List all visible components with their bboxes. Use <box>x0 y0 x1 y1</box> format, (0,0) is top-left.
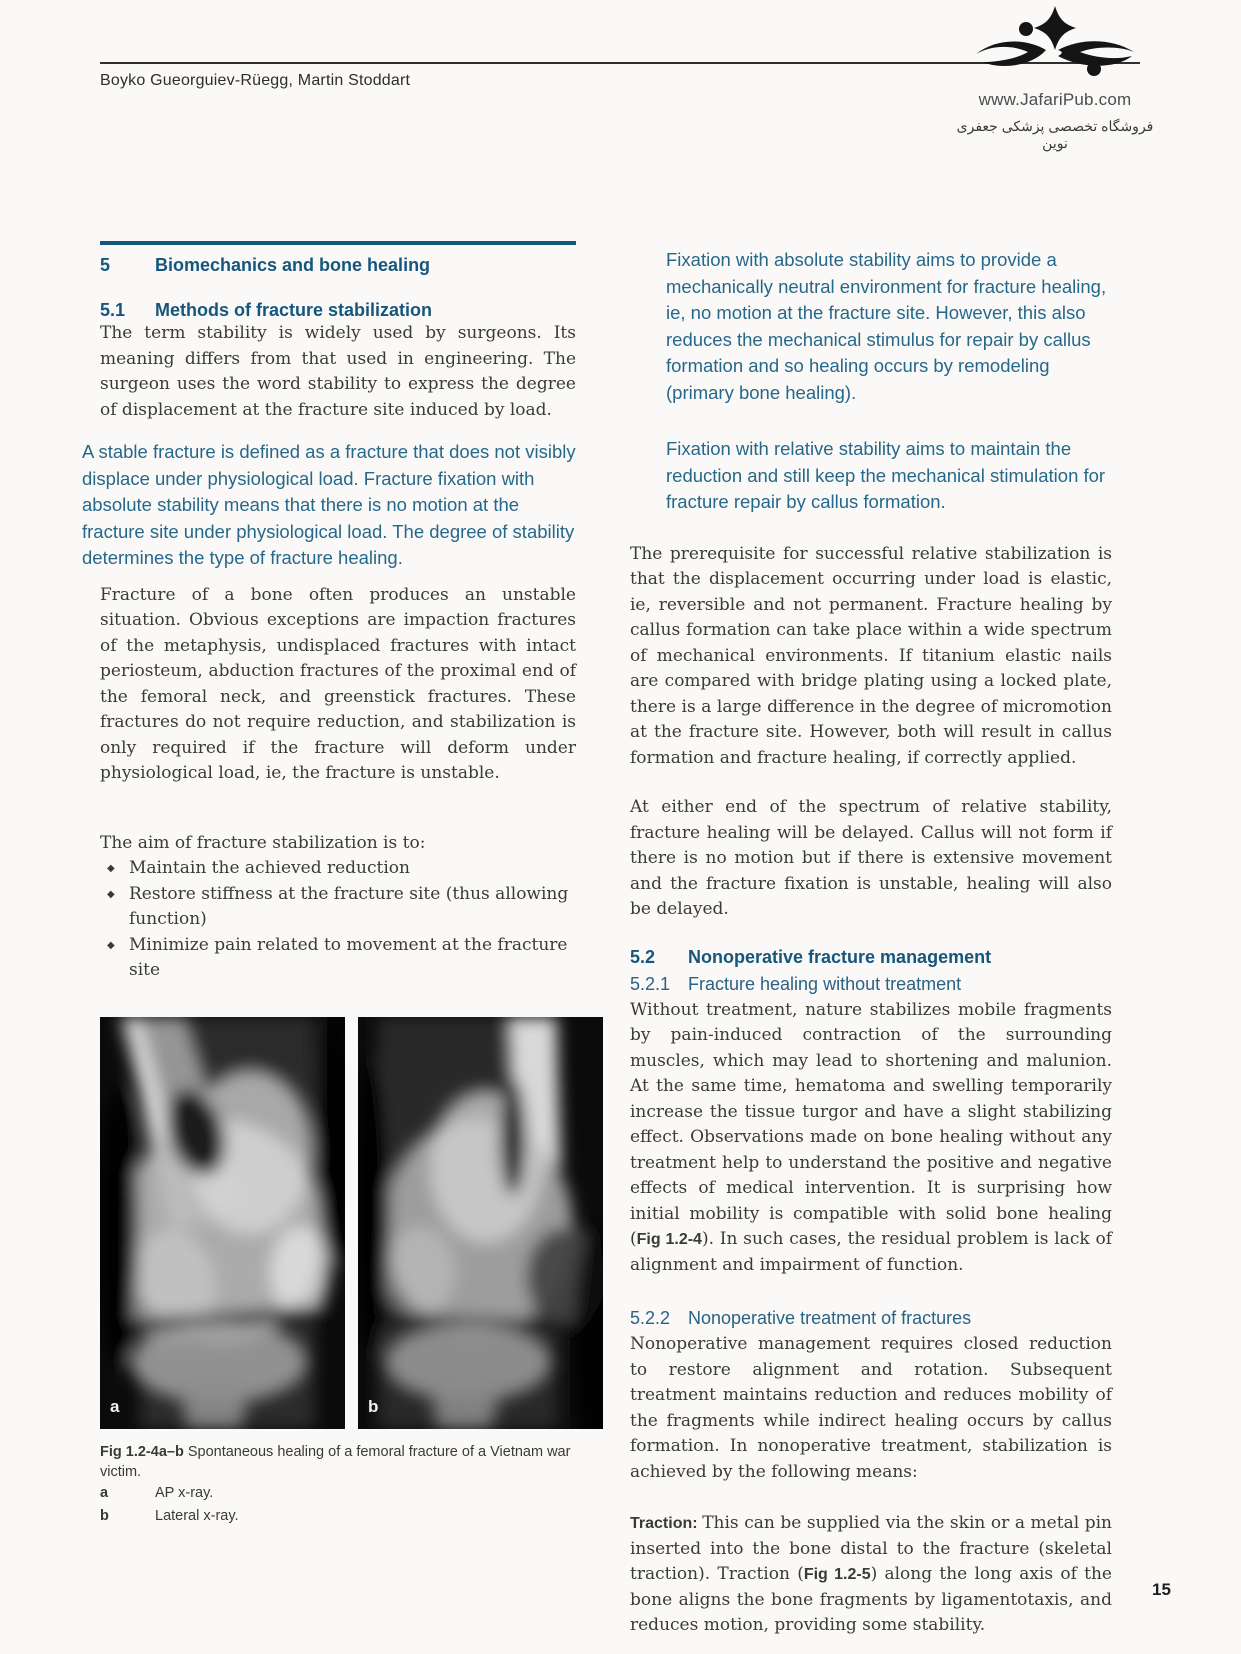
section-number: 5 <box>100 255 111 275</box>
left-column <box>82 241 576 984</box>
subsection-heading-5-1 <box>100 299 576 321</box>
publisher-logo <box>955 6 1155 152</box>
figure-caption: Fig 1.2-4a–b Spontaneous healing of a femoral fracture of a Vietnam war victim. <box>100 1444 571 1480</box>
xray-lateral-illustration <box>358 1017 603 1429</box>
subsection-heading-5-2-1 <box>630 972 1112 996</box>
subsection-number: 5.1 <box>100 300 126 320</box>
paragraph: Without treatment, nature stabilizes mobile fragments by pain-induced contraction of the surrounding muscles, which may lead to shortening and malunion. At the same time, hematoma and swelling temporarily increase the tissue turgor and have a slight stabilizing effect. Observations made on bone healing without any treatment help to understand the positive and negative effects of medical intervention. It is surprising how initial mobility is compatible with solid bone healing (Fig 1.2-4). In such cases, the residual problem is lack of alignment and impairment of function. <box>630 999 1113 1275</box>
subsection-number: 5.2.2 <box>630 1308 671 1328</box>
list-item-text: Restore stiffness at the fracture site (thus allowing function) <box>129 883 569 929</box>
subsection-heading-5-2-2 <box>630 1306 1112 1330</box>
list-item-text: Minimize pain related to movement at the fracture site <box>129 934 568 980</box>
bullet-icon: ◆ <box>107 888 115 900</box>
figure-caption-item-a <box>100 1482 608 1505</box>
pull-quote: A stable fracture is defined as a fracture that does not visibly displace under physiological load. Fracture fixation with absolute stability means that there is no motion at the fracture site under physiological load. The degree of stability determines the type of fracture healing. <box>82 441 576 568</box>
paragraph: Nonoperative management requires closed reduction to restore alignment and rotation. Subsequent treatment maintains reduction and reduces mobility of the fragments while indirect healing occurs by callus formation. In nonoperative treatment, stabilization is achieved by the following means: <box>630 1334 1112 1482</box>
xray-image-a <box>100 1017 345 1429</box>
publisher-tagline-farsi: فروشگاه تخصصی پزشکی جعفری نوین <box>956 118 1154 151</box>
aim-bullet-list <box>100 856 576 984</box>
paragraph: At either end of the spectrum of relative stability, fracture healing will be delayed. Callus will not form if there is no motion but if there is extensive movement and the fracture fixation is unstable, healing will also be delayed. <box>630 797 1112 919</box>
authors-line: Boyko Gueorguiev-Rüegg, Martin Stoddart <box>100 72 411 89</box>
subsection-title: Fracture healing without treatment <box>688 973 962 994</box>
figure-sublabel-a: a <box>110 1397 120 1416</box>
subsection-title: Nonoperative fracture management <box>688 946 992 967</box>
bullet-icon: ◆ <box>107 939 115 951</box>
figure-sublabel-b: b <box>368 1397 379 1416</box>
paragraph: The prerequisite for successful relative stabilization is that the displacement occurring under load is elastic, ie, reversible and not permanent. Fracture healing by callus formation can take place within a wide spectrum of mechanical environments. If titanium elastic nails are compared with bridge plating using a locked plate, there is a large difference in the degree of micromotion at the fracture site. However, both will result in callus formation and fracture healing, if correctly applied. <box>630 543 1112 768</box>
bullet-icon: ◆ <box>107 863 115 874</box>
subsection-number: 5.2 <box>630 946 656 967</box>
figure-1-2-4 <box>100 1017 608 1528</box>
aim-intro: The aim of fracture stabilization is to: <box>100 832 426 853</box>
figure-caption-item-b <box>100 1505 608 1528</box>
list-item <box>100 882 576 933</box>
list-item <box>100 933 576 984</box>
xray-row <box>100 1017 608 1429</box>
subsection-heading-5-2 <box>630 945 1112 969</box>
caption-label: b <box>100 1508 109 1524</box>
caption-text: Lateral x-ray. <box>155 1508 239 1524</box>
caption-text: AP x-ray. <box>155 1485 214 1501</box>
page-number: 15 <box>1152 1580 1171 1599</box>
paragraph: Traction: This can be supplied via the skin or a metal pin inserted into the bone distal to the fracture (skeletal traction). Traction (Fig 1.2-5) along the long axis of the bone aligns the bone fragments by ligamentotaxis, and reduces motion, providing some stability. <box>630 1513 1112 1635</box>
caption-label: a <box>100 1485 109 1501</box>
xray-ap-illustration <box>100 1017 345 1429</box>
jafaripub-calligraphy-icon <box>970 6 1140 88</box>
subsection-title: Nonoperative treatment of fractures <box>688 1308 972 1328</box>
right-column <box>630 241 1112 1639</box>
pull-quote: Fixation with absolute stability aims to provide a mechanically neutral environment for fracture healing, ie, no motion at the fracture site. However, this also reduces the mechanical stimulus for repair by callus formation and so healing occurs by remodeling (primary bone healing). <box>666 249 1107 403</box>
section-rule <box>100 241 576 245</box>
pull-quote: Fixation with relative stability aims to maintain the reduction and still keep the mechanical stimulation for fracture repair by callus formation. <box>666 438 1106 512</box>
paragraph: The term stability is widely used by surgeons. Its meaning differs from that used in engineering. The surgeon uses the word stability to express the degree of displacement at the fracture site induced by load. <box>100 323 576 420</box>
subsection-title: Methods of fracture stabilization <box>155 300 433 320</box>
xray-image-b <box>358 1017 603 1429</box>
section-title: Biomechanics and bone healing <box>155 255 431 275</box>
list-item-text: Maintain the achieved reduction <box>129 858 410 878</box>
list-item <box>100 856 576 882</box>
paragraph: Fracture of a bone often produces an unstable situation. Obvious exceptions are impaction fractures of the metaphysis, undisplaced fractures with intact periosteum, abduction fractures of the proximal end of the femoral neck, and greenstick fractures. These fractures do not require reduction, and stabilization is only required if the fracture will deform under physiological load, ie, the fracture is unstable. <box>100 584 576 783</box>
section-heading <box>100 253 576 277</box>
subsection-number: 5.2.1 <box>630 973 671 994</box>
publisher-url: www.JafariPub.com <box>978 90 1132 109</box>
